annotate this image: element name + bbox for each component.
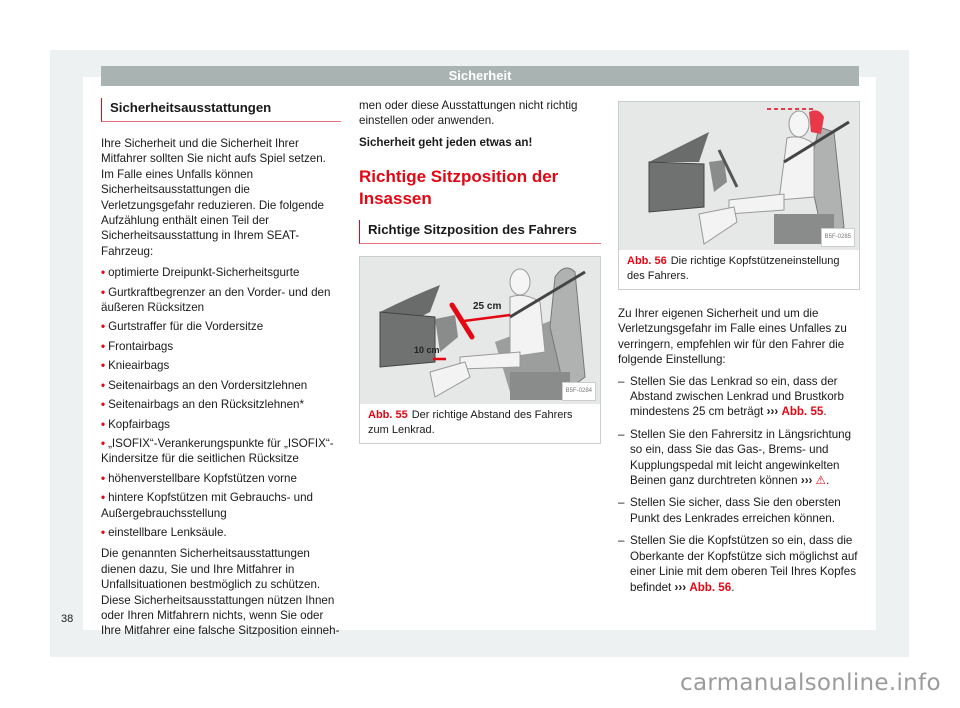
reference-arrows-icon: ››› (766, 405, 779, 419)
list-item: • hintere Kopfstützen mit Gebrauchs- und Außergebrauchsstellung (101, 491, 313, 520)
figure-code: B5F-0285 (821, 228, 855, 247)
equipment-list (101, 265, 341, 540)
warning-icon[interactable]: ⚠ (815, 474, 827, 488)
emphasis-line: Sicherheit geht jeden etwas an! (359, 135, 533, 149)
figure-code: B5F-0284 (562, 382, 596, 401)
page-number: 38 (61, 613, 74, 625)
continuation-paragraph: men oder diese Ausstattungen nicht richtig einstellen oder anwenden. (359, 99, 578, 128)
bullet-icon: • (101, 339, 106, 353)
list-item: – Stellen Sie sicher, dass Sie den obersten Punkt des Lenkrades erreichen können. (618, 496, 841, 525)
list-item: – Stellen Sie das Lenkrad so ein, dass der Abstand zwischen Lenkrad und Brustkorb mindestens 25 cm beträgt ››› Abb. 55. (618, 374, 844, 419)
outro-paragraph: Die genannten Sicherheitsausstattungen dienen dazu, Sie und Ihre Mitfahrer in Unfallsituationen bestmöglich zu schützen. Diese Sicherheitsausstattungen nützen Ihnen oder Ihren Mitfahrern nichts, wenn Sie oder Ihre Mitfahrer eine falsche Sitzposition einneh- (101, 547, 340, 638)
instructions-intro: Zu Ihrer eigenen Sicherheit und um die Verletzungsgefahr im Falle eines Unfalles zu verringern, empfehlen wir für den Fahrer die folgende Einstellung: (618, 307, 847, 367)
figure-label: Abb. 55 (368, 409, 408, 422)
subsection-heading: Richtige Sitzposition des Fahrers (359, 220, 601, 244)
reference-arrows-icon: ››› (800, 474, 813, 488)
bullet-icon: • (101, 359, 106, 373)
list-item: – Stellen Sie die Kopfstützen so ein, dass die Oberkante der Kopfstütze sich möglichst auf einer Linie mit dem oberen Teil Ihres Kopfes befindet ››› Abb. 56. (618, 534, 858, 594)
list-item: • Kopfairbags (101, 417, 170, 431)
intro-paragraph: Ihre Sicherheit und die Sicherheit Ihrer Mitfahrer sollten Sie nicht aufs Spiel setzen. Im Falle eines Unfalls können Sicherheitsausstattungen die Verletzungsgefahr reduzieren. Die folgende Aufzählung enthält einen Teil der Sicherheitsausstattung in Ihrem SEAT-Fahrzeug: (101, 137, 326, 258)
list-item: • „ISOFIX“-Verankerungspunkte für „ISOFIX“-Kindersitze für die seitlichen Rücksitze (101, 436, 334, 466)
list-item: • Gurtkraftbegrenzer an den Vorder- und den äußeren Rücksitzen (101, 285, 331, 315)
figure-link[interactable]: Abb. 55 (781, 405, 824, 419)
figure-caption: Abb. 55 Der richtige Abstand des Fahrers zum Lenkrad. (368, 409, 573, 436)
reference-arrows-icon: ››› (674, 580, 687, 594)
bullet-icon: • (101, 398, 106, 412)
list-item: • einstellbare Lenksäule. (101, 525, 227, 539)
bullet-icon: • (101, 417, 106, 431)
bullet-icon: • (101, 266, 106, 280)
bullet-icon: • (101, 491, 106, 505)
bullet-icon: • (101, 525, 106, 539)
list-item: • Knieairbags (101, 359, 170, 373)
figure-55 (359, 256, 601, 444)
instructions-list (618, 374, 860, 595)
list-item: • Gurtstraffer für die Vordersitze (101, 320, 264, 334)
figure-link[interactable]: Abb. 56 (689, 580, 732, 594)
list-item: • Seitenairbags an den Rücksitzlehnen* (101, 398, 304, 412)
bullet-icon: • (101, 471, 106, 485)
section-title: Richtige Sitzposition der Insassen (359, 167, 559, 209)
headrest-illustration (619, 102, 859, 250)
list-item: • höhenverstellbare Kopfstützen vorne (101, 471, 297, 485)
figure-label: Abb. 56 (627, 255, 667, 267)
list-item: – Stellen Sie den Fahrersitz in Längsrichtung so ein, dass Sie das Gas-, Brems- und Kupplungspedal mit leicht angewinkelten Beinen ganz durchtreten können ››› ⚠. (618, 427, 852, 488)
bullet-icon: • (101, 436, 106, 450)
column-3 (618, 101, 860, 602)
column-1 (101, 98, 341, 645)
figure-56 (618, 101, 860, 290)
bullet-icon: • (101, 320, 106, 334)
driver-distance-illustration (360, 257, 600, 404)
svg-text:25 cm: 25 cm (473, 301, 502, 313)
list-item: • optimierte Dreipunkt-Sicherheitsgurte (101, 266, 300, 280)
figure-caption: Abb. 56 Die richtige Kopfstützeneinstellung des Fahrers. (627, 255, 840, 282)
svg-text:10 cm: 10 cm (414, 345, 440, 356)
list-item: • Frontairbags (101, 339, 174, 353)
chapter-header: Sicherheit (101, 66, 859, 86)
bullet-icon: • (101, 285, 106, 299)
list-item: • Seitenairbags an den Vordersitzlehnen (101, 378, 308, 392)
bullet-icon: • (101, 378, 106, 392)
watermark: carmanualsonline.info (680, 670, 941, 696)
column-2 (359, 98, 601, 444)
section-heading: Sicherheitsausstattungen (101, 98, 341, 122)
